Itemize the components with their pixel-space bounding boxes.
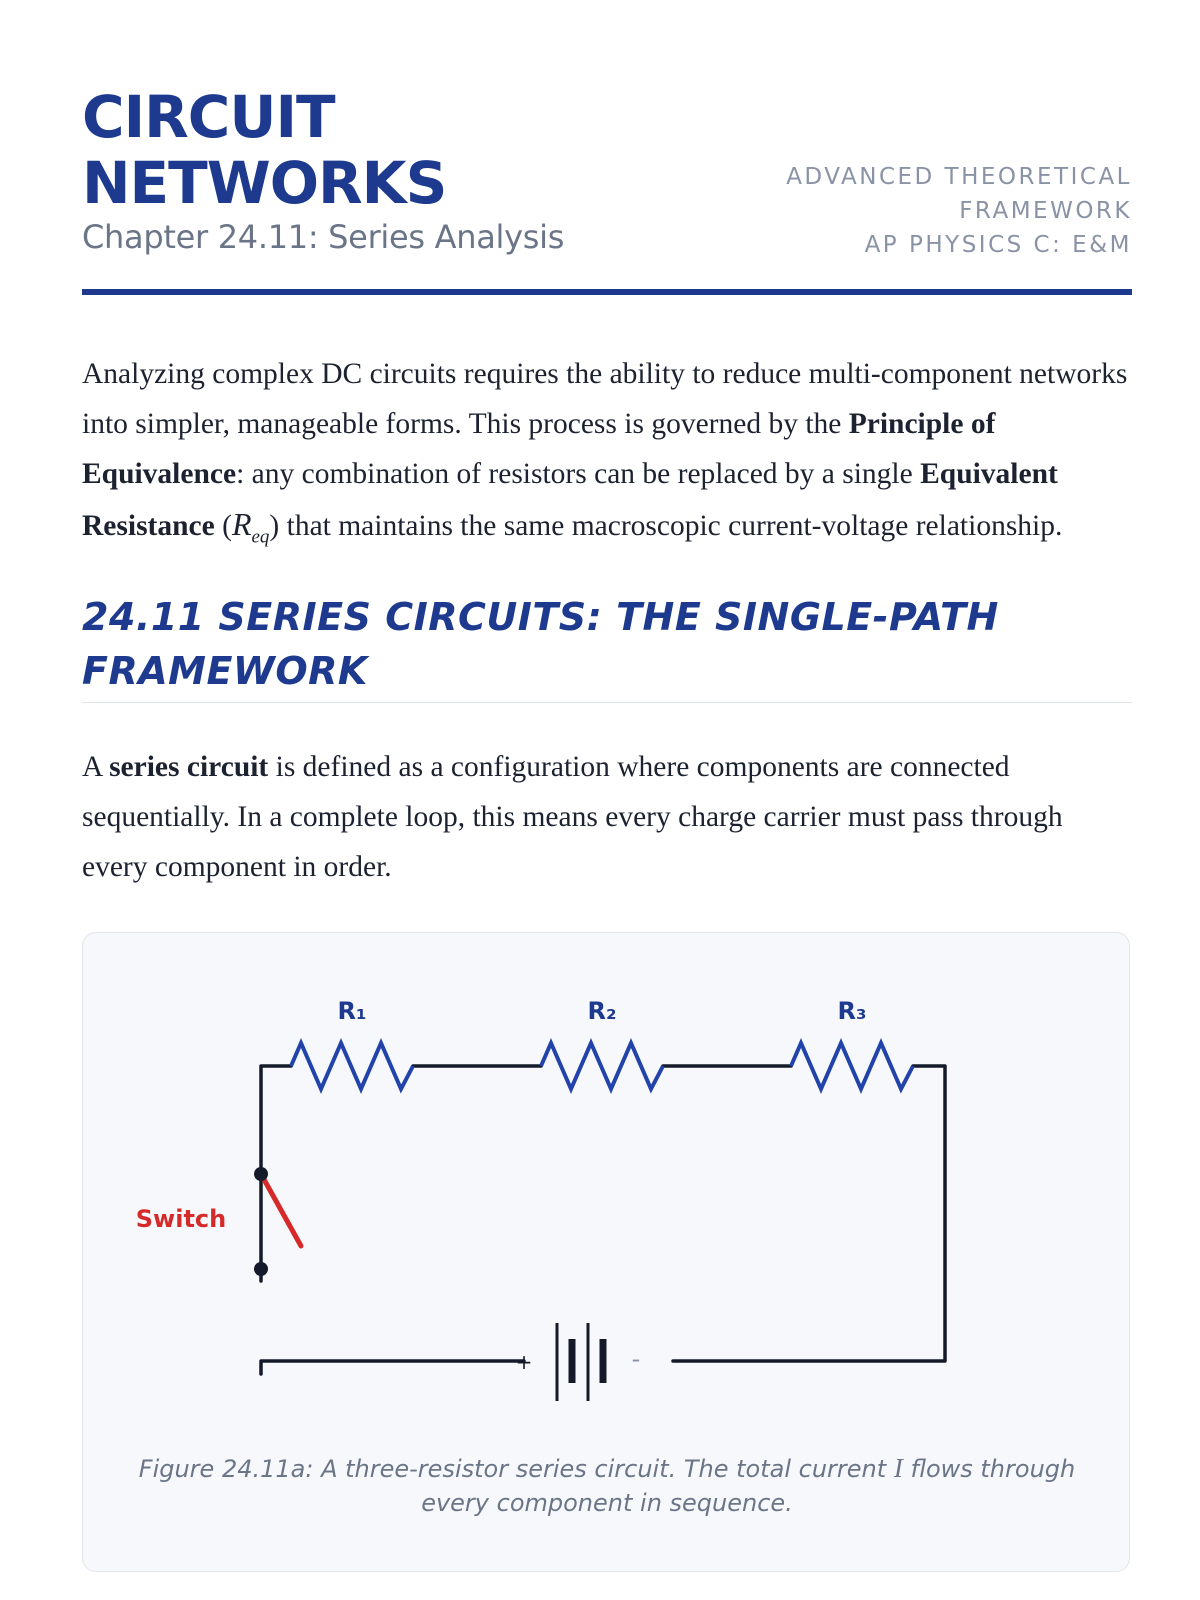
series-definition-paragraph <box>82 742 1132 892</box>
resistor-labels <box>338 997 867 1025</box>
header-divider <box>82 289 1132 295</box>
intro-text-2: : any combination of resistors can be replaced by a single <box>236 458 921 490</box>
battery <box>516 1323 641 1401</box>
battery-minus-label: - <box>631 1345 641 1373</box>
page-title <box>82 84 446 216</box>
series-circuit-term: series circuit <box>109 751 269 783</box>
meta-line-3: AP PHYSICS C: E&M <box>864 232 1132 258</box>
resistor-label-r1: R₁ <box>337 997 367 1025</box>
title-line-2: NETWORKS <box>82 149 447 217</box>
series-text-2: is defined as a configuration where components are connected sequentially. In a complete loop, this means every charge carrier must pass through every component in order. <box>82 751 1063 883</box>
resistor-label-r3: R₃ <box>837 997 867 1025</box>
resistor-label-r2: R₂ <box>587 997 617 1025</box>
meta-line-1: ADVANCED THEORETICAL <box>786 164 1132 190</box>
circuit-wires <box>261 1066 945 1374</box>
document-page <box>82 0 1132 1517</box>
battery-plus-label: + <box>515 1350 533 1374</box>
principle-term: Principle of Equivalence <box>82 408 996 490</box>
caption-text-2: flows through every component in sequence. <box>421 1455 1076 1517</box>
circuit-figure <box>82 932 1130 1572</box>
switch-pivot <box>254 1167 268 1181</box>
course-meta <box>786 160 1132 262</box>
switch-lever <box>261 1174 301 1246</box>
figure-caption <box>123 1451 1091 1520</box>
switch <box>136 1167 301 1276</box>
section-heading: 24.11 SERIES CIRCUITS: THE SINGLE-PATH FRAMEWORK <box>82 595 999 693</box>
series-text-1: A <box>82 751 110 783</box>
switch-contact <box>254 1262 268 1276</box>
switch-label: Switch <box>135 1205 227 1233</box>
chapter-subtitle: Chapter 24.11: Series Analysis <box>82 218 565 256</box>
resistor-r1 <box>291 1043 413 1089</box>
req-symbol: $R_{eq}$ <box>231 506 270 548</box>
intro-paragraph <box>82 349 1132 562</box>
title-line-1: CIRCUIT <box>82 83 335 151</box>
section-divider <box>82 702 1132 703</box>
intro-text-1: Analyzing complex DC circuits requires the ability to reduce multi-component networks into simpler, manageable forms. This process is governed by the <box>82 358 1128 440</box>
wire-bottom-left <box>261 1361 524 1374</box>
equivalent-resistance-term: Equivalent Resistance <box>82 458 1058 542</box>
intro-text-3: ( <box>214 510 232 542</box>
caption-text-1: Figure 24.11a: A three-resistor series circuit. The total current <box>138 1455 894 1483</box>
document-header <box>82 0 1132 300</box>
meta-line-2: FRAMEWORK <box>959 198 1132 224</box>
current-symbol: I <box>893 1453 903 1483</box>
intro-text-4: ) that maintains the same macroscopic current-voltage relationship. <box>269 510 1063 542</box>
resistor-r2 <box>541 1043 663 1089</box>
resistors <box>291 1043 913 1089</box>
wire-right <box>673 1066 945 1361</box>
resistor-r3 <box>791 1043 913 1089</box>
